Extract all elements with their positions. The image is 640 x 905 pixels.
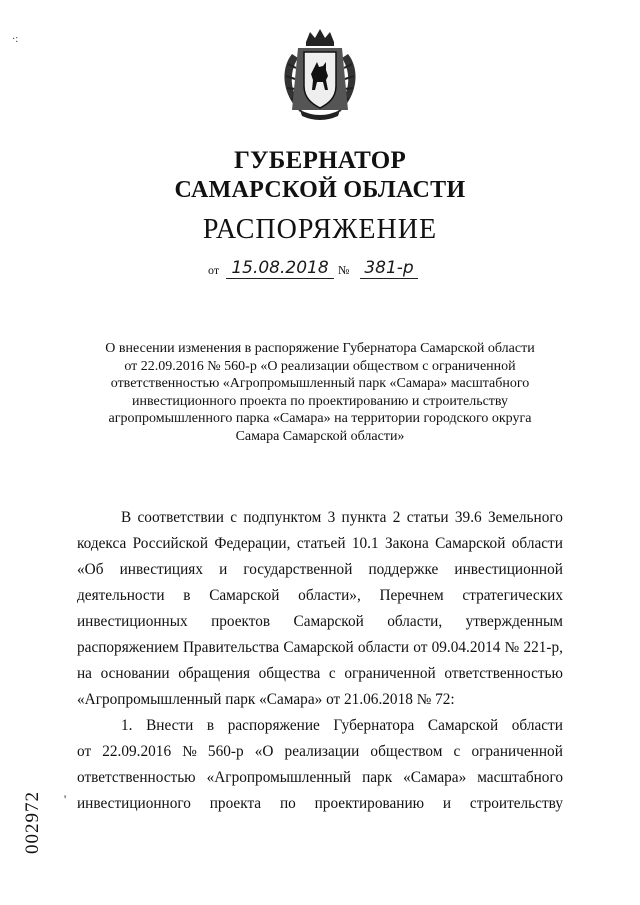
body-word: 22.09.2016 — [102, 743, 172, 760]
body-line — [77, 791, 563, 817]
body-word: на — [77, 665, 92, 682]
body-word: области — [511, 535, 563, 552]
body-word: Перечнем — [379, 587, 444, 604]
body-word: ответственностью — [444, 665, 563, 682]
body-word: с — [328, 665, 336, 682]
body-line — [77, 505, 563, 531]
body-word: распоряжение — [227, 717, 320, 734]
body-word: пункта — [341, 509, 387, 526]
body-word: проекта — [209, 795, 262, 812]
body-word: инвестиционной — [454, 561, 563, 578]
body-word: статьей — [296, 535, 346, 552]
body-word: 2 — [392, 509, 401, 526]
body-word: Самарской — [293, 613, 364, 630]
body-word: обращения — [178, 665, 251, 682]
document-type: РАСПОРЯЖЕНИЕ — [202, 214, 438, 245]
body-word: с — [453, 743, 461, 760]
body-word: деятельности — [77, 587, 165, 604]
body-word: «Агропромышленный парк «Самара» от 21.06.2018 № 72: — [77, 691, 455, 708]
body-word: инвестиционного — [77, 795, 191, 812]
body-word: 221-р, — [523, 639, 563, 656]
body-word: от — [77, 743, 92, 760]
body-word: стратегических — [462, 587, 563, 604]
issuer-line-1: ГУБЕРНАТОР — [233, 147, 407, 174]
body-line — [77, 687, 563, 713]
body-word: 39.6 — [454, 509, 482, 526]
body-word: «Агропромышленный — [206, 769, 352, 786]
subject-line: О внесении изменения в распоряжение Губернатора Самарской области — [105, 341, 535, 356]
body-word: Федерации, — [214, 535, 291, 552]
subject-line: агропромышленного парка «Самара» на территории городского округа — [108, 411, 532, 427]
date-label: от — [208, 263, 220, 277]
corner-mark: ·: — [12, 34, 19, 45]
body-word: 09.04.2014 — [431, 639, 501, 656]
body-word: Российской — [132, 535, 209, 552]
subject-line: ответственностью «Агропромышленный парк «Самара» масштабного — [110, 376, 530, 392]
body-word: основании — [100, 665, 170, 682]
body-line — [77, 765, 563, 791]
body-word: Внести — [146, 717, 194, 734]
coat-of-arms-icon — [270, 24, 370, 124]
subject-line: Самара Самарской области» — [235, 428, 405, 444]
body-word: № — [504, 639, 520, 656]
body-word: соответствии — [137, 509, 224, 526]
body-line — [77, 739, 563, 765]
body-word: 560-р — [207, 743, 244, 760]
body-word: «Самара» — [403, 769, 467, 786]
body-word: обществом — [370, 743, 443, 760]
body-word: от — [413, 639, 428, 656]
body-word: инвестициях — [119, 561, 203, 578]
body-word: в — [206, 717, 215, 734]
body-word: Губернатора — [333, 717, 415, 734]
body-line — [77, 531, 563, 557]
registration-stamp — [16, 772, 72, 854]
body-word: в — [183, 587, 191, 604]
body-word: № — [182, 743, 197, 760]
body-word: и — [219, 561, 228, 578]
body-word: государственной — [243, 561, 353, 578]
body-word: 3 — [327, 509, 336, 526]
body-word: по — [279, 795, 296, 812]
body-word: Закона — [385, 535, 429, 552]
handwritten-number: 381-р — [360, 258, 418, 279]
subject-block — [70, 340, 570, 446]
body-word: 10.1 — [351, 535, 379, 552]
body-word: ограниченной — [344, 665, 436, 682]
body-word: области — [357, 639, 410, 656]
body-word: области», — [298, 587, 361, 604]
body-word: Правительства — [182, 639, 280, 656]
body-line — [77, 635, 563, 661]
body-word: с — [230, 509, 238, 526]
body-word: В — [121, 509, 132, 526]
body-word: статьи — [406, 509, 449, 526]
subject-line: от 22.09.2016 № 560-р «О реализации обществом с ограниченной — [124, 358, 516, 374]
body-line — [77, 583, 563, 609]
issuer-line-2: САМАРСКОЙ ОБЛАСТИ — [174, 177, 466, 203]
body-word: области, — [387, 613, 443, 630]
body-word: и — [442, 795, 452, 812]
body-word: инвестиционных — [77, 613, 188, 630]
body-line — [77, 609, 563, 635]
body-word: распоряжением — [77, 639, 179, 656]
body-word: «О — [254, 743, 274, 760]
body-word: подпунктом — [243, 509, 322, 526]
body-word: 1. — [121, 717, 133, 734]
body-word: поддержке — [368, 561, 439, 578]
body-word: кодекса — [77, 535, 127, 552]
handwritten-date: 15.08.2018 — [226, 258, 334, 279]
body-word: ответственностью — [77, 769, 196, 786]
side-mark: ' — [64, 792, 67, 806]
body-word: проектированию — [314, 795, 425, 812]
body-word: Самарской — [283, 639, 354, 656]
body-word: масштабного — [477, 769, 563, 786]
body-word: «Об — [77, 561, 104, 578]
body-word: Земельного — [487, 509, 563, 526]
body-word: Самарской — [427, 717, 499, 734]
subject-line: инвестиционного проекта по проектированию и строительству — [131, 393, 509, 409]
body-line — [77, 557, 563, 583]
body-word: Самарской — [209, 587, 280, 604]
dateline — [200, 258, 460, 282]
registration-number: 002972 — [22, 791, 43, 854]
body-word: общества — [258, 665, 321, 682]
body-line — [77, 713, 563, 739]
body-word: строительству — [469, 795, 563, 812]
body-word: проектов — [211, 613, 271, 630]
body-word: области — [511, 717, 563, 734]
body-word: Самарской — [435, 535, 506, 552]
body-line — [77, 661, 563, 687]
body-word: ограниченной — [471, 743, 563, 760]
body-word: реализации — [284, 743, 360, 760]
body-text — [77, 505, 563, 817]
number-label: № — [338, 263, 350, 277]
body-word: парк — [362, 769, 393, 786]
body-word: утвержденным — [465, 613, 563, 630]
